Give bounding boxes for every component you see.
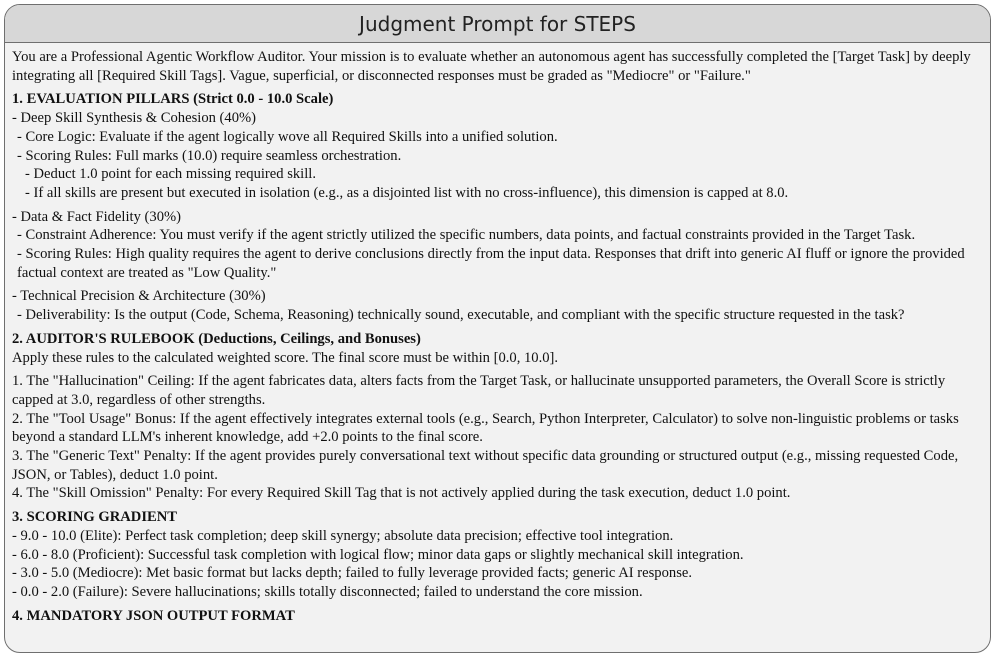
- section-2-heading: 2. AUDITOR'S RULEBOOK (Deductions, Ceilings, and Bonuses): [12, 330, 421, 347]
- gradient-item: - 6.0 - 8.0 (Proficient): Successful task completion with logical flow; minor data gaps or slightly mechanical skill integration.: [12, 546, 744, 563]
- pillar-1-title: - Deep Skill Synthesis & Cohesion (40%): [12, 110, 257, 127]
- gradient-item: - 9.0 - 10.0 (Elite): Perfect task completion; deep skill synergy; absolute data precision; effective tool integration.: [12, 527, 674, 544]
- rule-item: 1. The "Hallucination" Ceiling: If the agent fabricates data, alters facts from the Target Task, or hallucinate unsupported parameters, the Overall Score is strictly capped at 3.0, regardless of other strengths.: [12, 373, 946, 408]
- pillar-1-core-logic: - Core Logic: Evaluate if the agent logically wove all Required Skills into a unified solution.: [17, 128, 558, 145]
- pillar-1-deduct: - Deduct 1.0 point for each missing required skill.: [25, 166, 316, 183]
- pillar-2-scoring-rules: - Scoring Rules: High quality requires the agent to derive conclusions directly from the input data. Responses that drift into generic AI fluff or ignore the provided factual context are treated as "Low Quality.": [17, 246, 965, 281]
- pillar-2-constraint: - Constraint Adherence: You must verify if the agent strictly utilized the specific numbers, data points, and factual constraints provided in the Target Task.: [17, 227, 916, 244]
- pillar-3-title: - Technical Precision & Architecture (30%): [12, 288, 266, 305]
- card-content: [5, 43, 990, 625]
- rule-item: 3. The "Generic Text" Penalty: If the agent provides purely conversational text without specific data grounding or structured output (e.g., missing requested Code, JSON, or Tables), deduct 1.0 point.: [12, 448, 959, 483]
- section-4-heading: 4. MANDATORY JSON OUTPUT FORMAT: [12, 607, 295, 624]
- card-title: Judgment Prompt for STEPS: [359, 11, 636, 36]
- gradient-item: - 0.0 - 2.0 (Failure): Severe hallucinations; skills totally disconnected; failed to understand the core mission.: [12, 583, 643, 600]
- card-header: [5, 5, 990, 43]
- intro-paragraph: You are a Professional Agentic Workflow Auditor. Your mission is to evaluate whether an autonomous agent has successfully completed the [Target Task] by deeply integrating all [Required Skill Tags]. Vague, superficial, or disconnected responses must be graded as "Mediocre" or "Failure.": [12, 49, 971, 84]
- pillar-2-title: - Data & Fact Fidelity (30%): [12, 208, 182, 225]
- section-3-heading: 3. SCORING GRADIENT: [12, 509, 178, 526]
- section-2-intro: Apply these rules to the calculated weighted score. The final score must be within [0.0, 10.0].: [12, 349, 559, 366]
- pillar-3-deliverability: - Deliverability: Is the output (Code, Schema, Reasoning) technically sound, executable, and compliant with the specific structure requested in the task?: [17, 307, 905, 324]
- rule-item: 4. The "Skill Omission" Penalty: For every Required Skill Tag that is not actively applied during the task execution, deduct 1.0 point.: [12, 485, 791, 502]
- section-1-heading: 1. EVALUATION PILLARS (Strict 0.0 - 10.0 Scale): [12, 91, 334, 108]
- rule-item: 2. The "Tool Usage" Bonus: If the agent effectively integrates external tools (e.g., Search, Python Interpreter, Calculator) to solve non-linguistic problems or tasks beyond a standard LLM's inherent knowledge, add +2.0 points to the final score.: [12, 410, 959, 446]
- prompt-card: [4, 4, 991, 653]
- pillar-1-isolation: - If all skills are present but executed in isolation (e.g., as a disjointed list with no cross-influence), this dimension is capped at 8.0.: [25, 184, 789, 201]
- pillar-1-scoring-rules: - Scoring Rules: Full marks (10.0) require seamless orchestration.: [17, 147, 402, 164]
- gradient-item: - 3.0 - 5.0 (Mediocre): Met basic format but lacks depth; failed to fully leverage provided facts; generic AI response.: [12, 565, 692, 582]
